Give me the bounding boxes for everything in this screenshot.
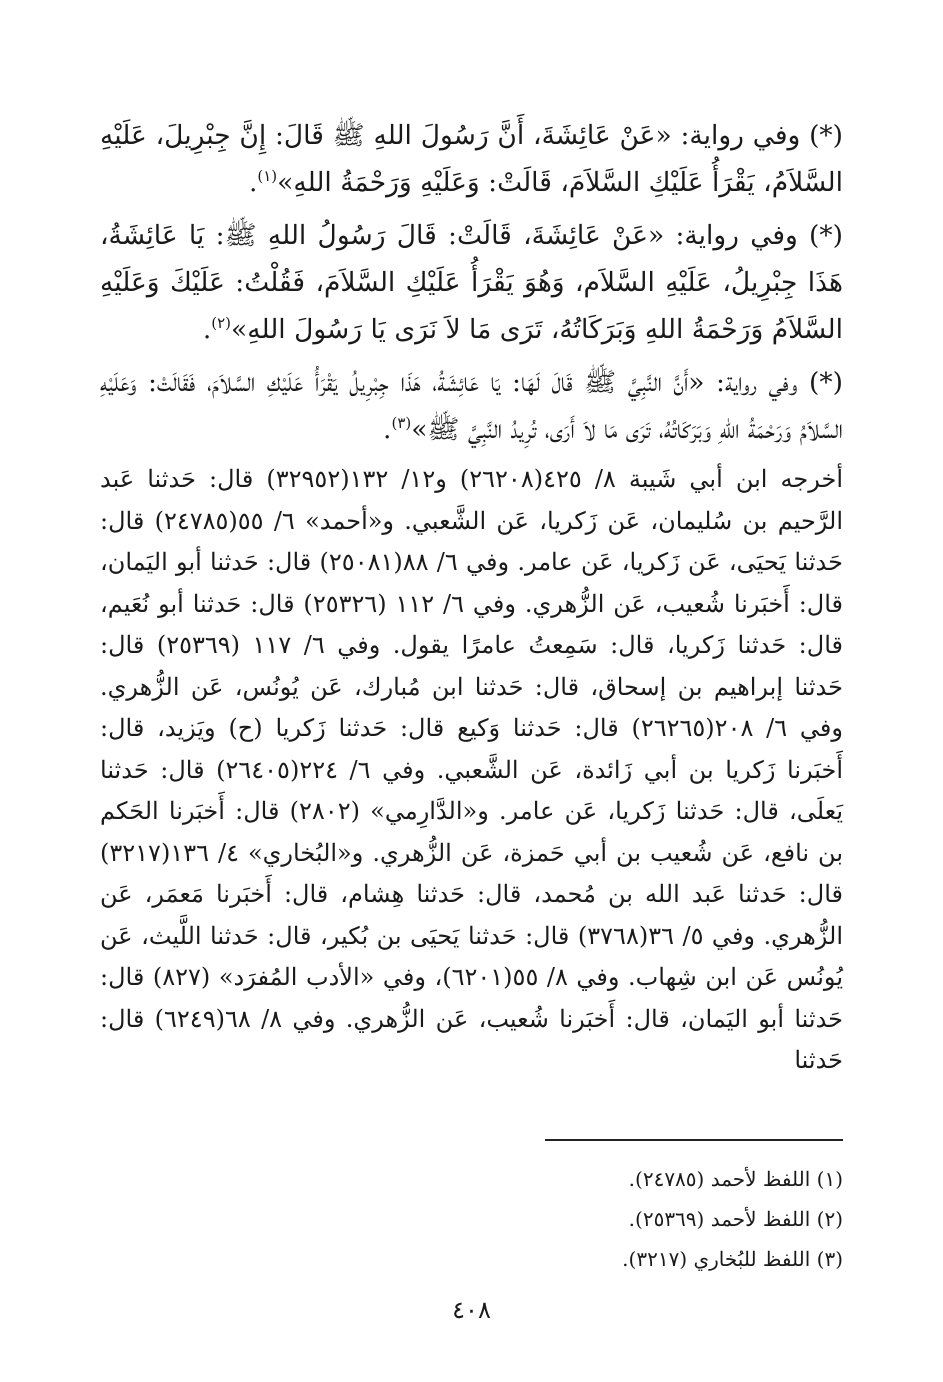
footnotes-section	[100, 1162, 843, 1282]
takhrij-paragraph: أخرجه ابن أبي شَيبة ٨/ ٤٢٥(٢٦٢٠٨) و١٢/ ١٣٢(٣٢٩٥٢) قال: حَدثنا عَبد الرَّحيم بن سُليمان، عَن زَكريا، عَن الشَّعبي. و«أحمد» ٦/ ٥٥(٢٤٧٨٥) قال: حَدثنا يَحيَى، عَن زَكريا، عَن عامر. وفي ٦/ ٨٨(٢٥٠٨١) قال: حَدثنا أبو اليَمان، قال: أَخبَرنا شُعيب، عَن الزُّهري. وفي ٦/ ١١٢ (٢٥٣٢٦) قال: حَدثنا أبو نُعَيم، قال: حَدثنا زَكريا، قال: سَمِعتُ عامرًا يقول. وفي ٦/ ١١٧ (٢٥٣٦٩) قال: حَدثنا إبراهيم بن إسحاق، قال: حَدثنا ابن مُبارك، عَن يُونُس، عَن الزُّهري. وفي ٦/ ٢٠٨(٢٦٢٦٥) قال: حَدثنا وَكيع قال: حَدثنا زَكريا (ح) ويَزيد، قال: أَخبَرنا زَكريا بن أبي زَائدة، عَن الشَّعبي. وفي ٦/ ٢٢٤(٢٦٤٠٥) قال: حَدثنا يَعلَى، قال: حَدثنا زَكريا، عَن عامر. و«الدَّارِمي» (٢٨٠٢) قال: أَخبَرنا الحَكم بن نافع، عَن شُعيب بن أبي حَمزة، عَن الزُّهري. و«البُخاري» ٤/ ١٣٦(٣٢١٧) قال: حَدثنا عَبد الله بن مُحمد، قال: حَدثنا هِشام، قال: أَخبَرنا مَعمَر، عَن الزُّهري. وفي ٥/ ٣٦(٣٧٦٨) قال: حَدثنا يَحيَى بن بُكير، قال: حَدثنا اللَّيث، عَن يُونُس عَن ابن شِهاب. وفي ٨/ ٥٥(٦٢٠١)، وفي «الأدب المُفرَد» (٨٢٧) قال: حَدثنا أبو اليَمان، قال: أَخبَرنا شُعيب، عَن الزُّهري. وفي ٨/ ٦٨(٦٢٤٩) قال: حَدثنا	[100, 465, 844, 1074]
main-text	[100, 112, 843, 1088]
footnote-marker-1: (١)	[257, 167, 278, 186]
narration-paragraph-2: (*) وفي رواية: «عَنْ عَائِشَةَ، قَالَتْ: قَالَ رَسُولُ اللهِ ﷺ: يَا عَائِشَةُ، هَذَا جِبْرِيلُ، عَلَيْهِ السَّلاَم، وَهُوَ يَقْرَأُ عَلَيْكِ السَّلاَمَ، فَقُلْتُ: عَلَيْكَ وَعَلَيْهِ السَّلاَمُ وَرَحْمَةُ اللهِ وَبَرَكَاتُهُ، تَرَى مَا لاَ نَرَى يَا رَسُولَ اللهِ»$^{(٢)}$.	[100, 220, 843, 345]
page-number: ٤٠٨	[452, 1296, 491, 1324]
narration-text-3: (*) وفي رواية: «أَنَّ النَّبِيَّ ﷺ قَالَ لَهَا: يَا عَائِشَةُ، هَذَا جِبْرِيلُ يَقْرَأُ عَلَيْكِ السَّلاَمَ، فَقَالَتْ: وَعَلَيْهِ السَّلاَمُ وَرَحْمَةُ اللهِ وَبَرَكَاتُهُ، تَرَى مَا لاَ أَرَى، تُرِيدُ النَّبِيَّ ﷺ»	[100, 367, 843, 445]
footnote-2: (٢) اللفظ لأحمد (٢٥٣٦٩).	[628, 1207, 843, 1231]
footnote-1: (١) اللفظ لأحمد (٢٤٧٨٥).	[628, 1167, 843, 1191]
footnote-separator	[545, 1139, 843, 1141]
narration-text-2: (*) وفي رواية: «عَنْ عَائِشَةَ، قَالَتْ: قَالَ رَسُولُ اللهِ ﷺ: يَا عَائِشَةُ، هَذَا جِبْرِيلُ، عَلَيْهِ السَّلاَم، وَهُوَ يَقْرَأُ عَلَيْكِ السَّلاَمَ، فَقُلْتُ: عَلَيْكَ وَعَلَيْهِ السَّلاَمُ وَرَحْمَةُ اللهِ وَبَرَكَاتُهُ، تَرَى مَا لاَ نَرَى يَا رَسُولَ اللهِ»	[100, 220, 843, 345]
narration-paragraph-3: (*) وفي رواية: «أَنَّ النَّبِيَّ ﷺ قَالَ لَهَا: يَا عَائِشَةُ، هَذَا جِبْرِيلُ يَقْرَأُ عَلَيْكِ السَّلاَمَ، فَقَالَتْ: وَعَلَيْهِ السَّلاَمُ وَرَحْمَةُ اللهِ وَبَرَكَاتُهُ، تَرَى مَا لاَ أَرَى، تُرِيدُ النَّبِيَّ ﷺ»$^{(٣)}$.	[100, 367, 843, 445]
footnote-marker-2: (٢)	[211, 314, 232, 333]
narration-paragraph-1: (*) وفي رواية: «عَنْ عَائِشَةَ، أَنَّ رَسُولَ اللهِ ﷺ قَالَ: إِنَّ جِبْرِيلَ، عَلَيْهِ السَّلاَمُ، يَقْرَأُ عَلَيْكِ السَّلاَمَ، قَالَتْ: وَعَلَيْهِ وَرَحْمَةُ اللهِ»$^{(١)}$.	[100, 120, 843, 198]
footnote-marker-3: (٣)	[391, 414, 412, 433]
footnote-3: (٣) اللفظ للبُخاري (٣٢١٧).	[622, 1247, 843, 1271]
narration-text-1: (*) وفي رواية: «عَنْ عَائِشَةَ، أَنَّ رَسُولَ اللهِ ﷺ قَالَ: إِنَّ جِبْرِيلَ، عَلَيْهِ السَّلاَمُ، يَقْرَأُ عَلَيْكِ السَّلاَمَ، قَالَتْ: وَعَلَيْهِ وَرَحْمَةُ اللهِ»	[100, 120, 843, 198]
